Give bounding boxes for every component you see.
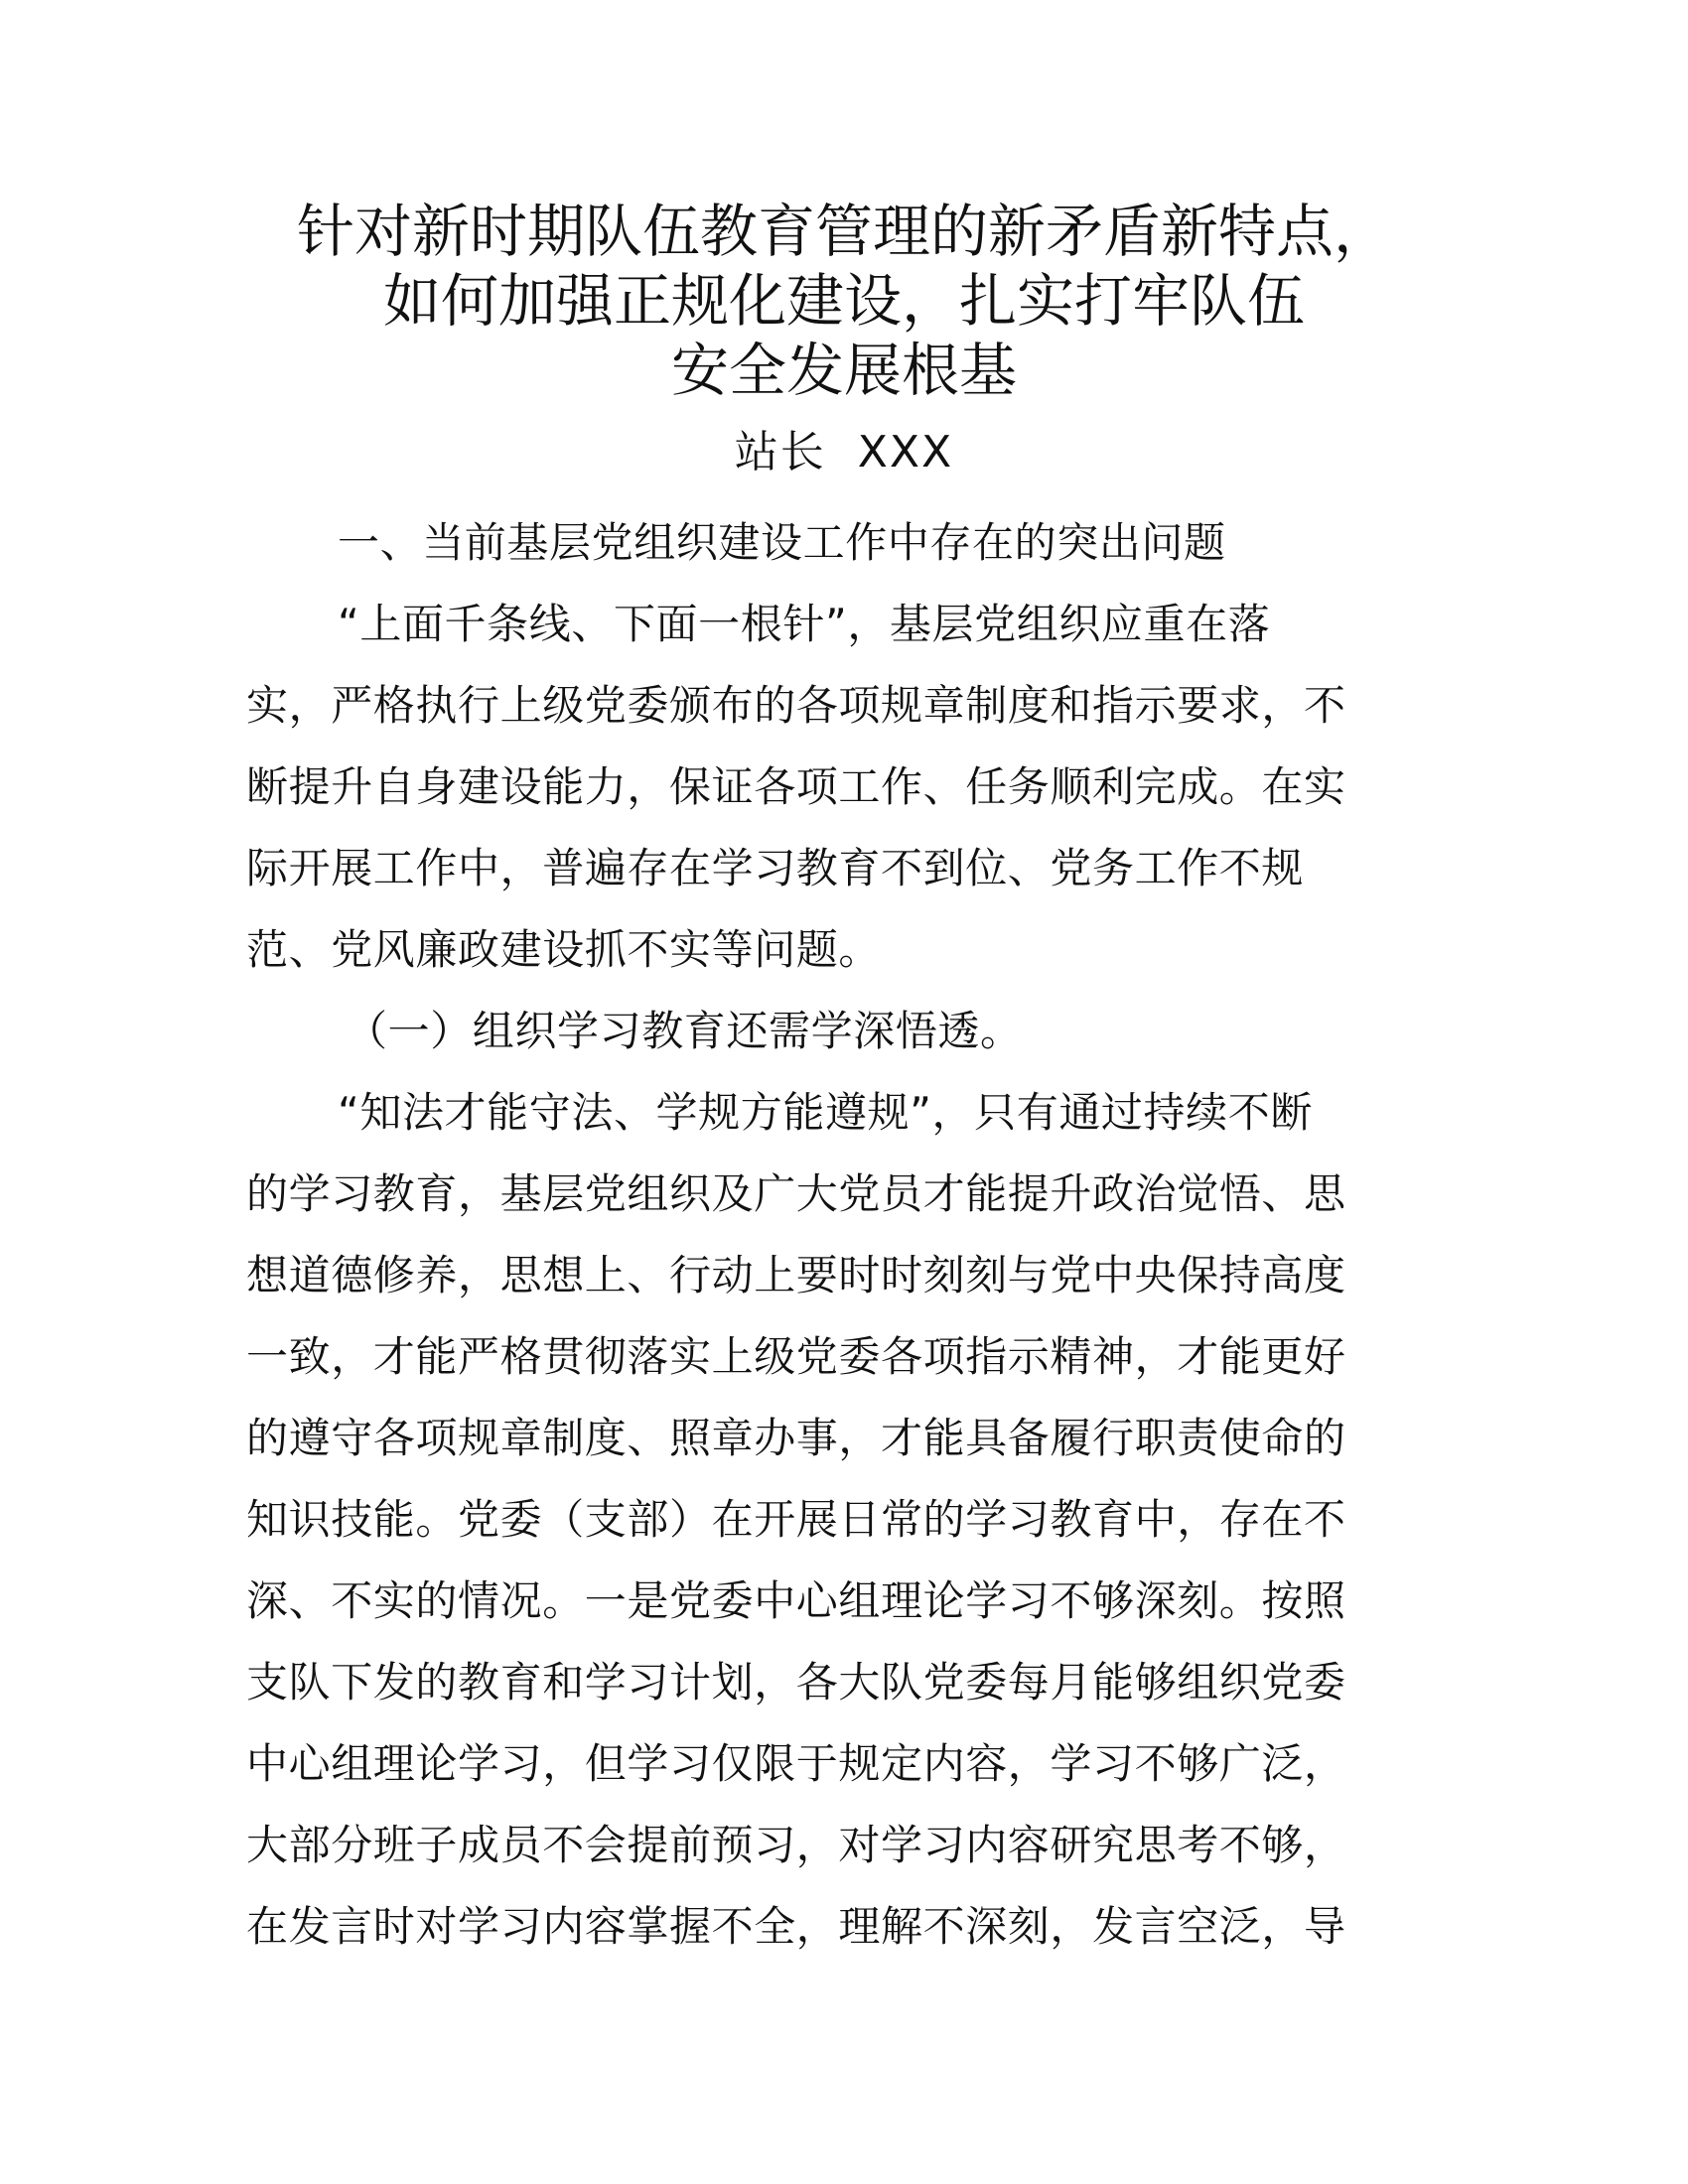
author-line: 站长 XXX	[734, 427, 954, 478]
title-line-3: 安全发展根基	[670, 337, 1017, 404]
subsection-heading: （一）组织学习教育还需学深悟透。	[346, 1007, 1023, 1055]
text-line: “知法才能守法、学规方能遵规”，只有通过持续不断	[338, 1088, 1313, 1137]
text-line: 际开展工作中，普遍存在学习教育不到位、党务工作不规	[246, 844, 1305, 892]
text-line: 一致，才能严格贯彻落实上级党委各项指示精神，才能更好	[246, 1332, 1346, 1381]
section-heading: 一、当前基层党组织建设工作中存在的突出问题	[338, 518, 1226, 567]
text-line: 在发言时对学习内容掌握不全，理解不深刻，发言空泛，导	[246, 1902, 1346, 1951]
title-line-2: 如何加强正规化建设，扎实打牢队伍	[382, 267, 1305, 335]
text-line: 实，严格执行上级党委颁布的各项规章制度和指示要求，不	[246, 681, 1346, 730]
title-line-1: 针对新时期队伍教育管理的新矛盾新特点，	[296, 198, 1391, 265]
text-line: 知识技能。党委（支部）在开展日常的学习教育中，存在不	[246, 1495, 1346, 1544]
document-body	[246, 502, 1438, 1968]
text-line: 的学习教育，基层党组织及广大党员才能提升政治觉悟、思	[246, 1169, 1346, 1218]
text-line: 大部分班子成员不会提前预习，对学习内容研究思考不够，	[246, 1821, 1346, 1869]
text-line: 的遵守各项规章制度、照章办事，才能具备履行职责使命的	[246, 1414, 1346, 1462]
text-line: 支队下发的教育和学习计划，各大队党委每月能够组织党委	[246, 1658, 1346, 1706]
text-line: 深、不实的情况。一是党委中心组理论学习不够深刻。按照	[246, 1576, 1346, 1625]
text-line: 范、党风廉政建设抓不实等问题。	[246, 925, 882, 974]
text-line: “上面千条线、下面一根针”，基层党组织应重在落	[338, 600, 1271, 648]
document-title	[199, 197, 1489, 405]
text-line: 想道德修养，思想上、行动上要时时刻刻与党中央保持高度	[246, 1251, 1346, 1299]
text-line: 断提升自身建设能力，保证各项工作、任务顺利完成。在实	[246, 762, 1346, 811]
text-line: 中心组理论学习，但学习仅限于规定内容，学习不够广泛，	[246, 1739, 1346, 1788]
